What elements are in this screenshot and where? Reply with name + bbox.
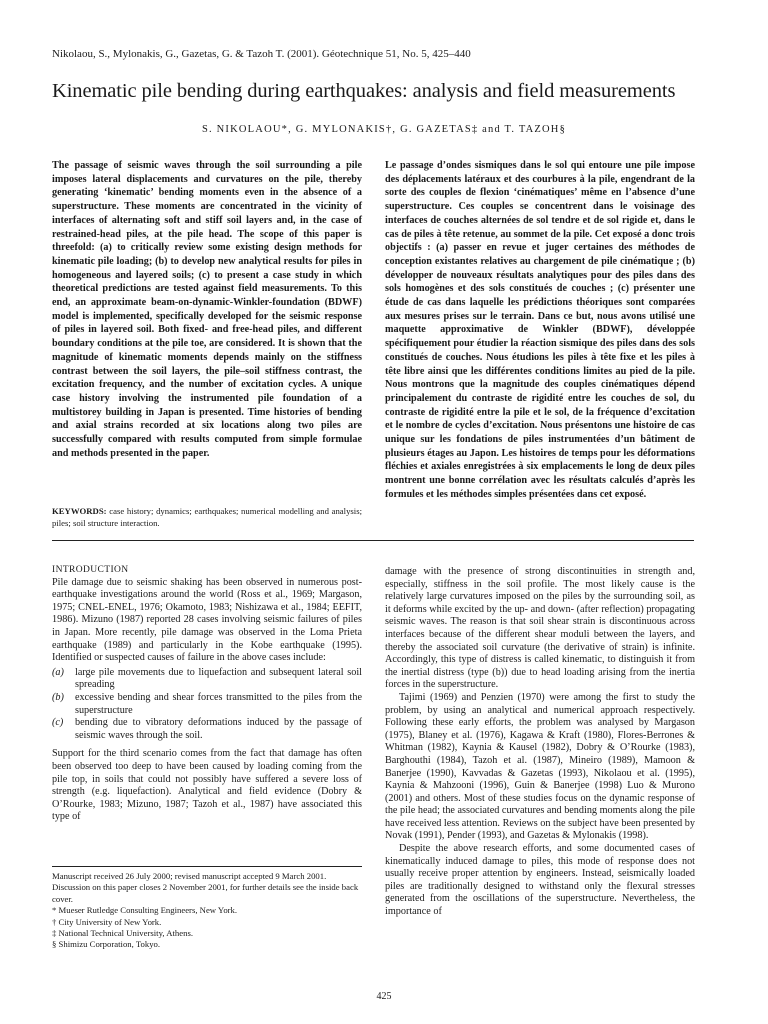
- list-marker: (b): [52, 691, 64, 703]
- journal-citation: Nikolaou, S., Mylonakis, G., Gazetas, G. & Tazoh T. (2001). Géotechnique 51, No. 5, 425–440: [52, 48, 471, 60]
- intro-paragraph-5: Despite the above research efforts, and some documented cases of kinematically induced damage to piles, this mode of response does not usually receive proper attention by engineers. Instead, seismically loaded piles are traditionally designed to withstand only the flexural stresses generated from the oscillations of the superstructure. Nevertheless, the importance of: [385, 843, 695, 918]
- list-item-text: bending due to vibratory deformations induced by the passage of seismic waves through the soil.: [75, 717, 362, 741]
- author-list: S. NIKOLAOU*, G. MYLONAKIS†, G. GAZETAS‡ and T. TAZOH§: [201, 124, 567, 135]
- section-heading-introduction: INTRODUCTION: [52, 565, 129, 575]
- footnote-affiliation: † City University of New York.: [52, 916, 162, 927]
- footnote-discussion: Discussion on this paper closes 2 November 2001, for further details see the inside back cover.: [52, 882, 359, 904]
- footnote-affiliation: § Shimizu Corporation, Tokyo.: [52, 939, 161, 950]
- list-item-text: large pile movements due to liquefaction and subsequent lateral soil spreading: [75, 666, 362, 691]
- intro-paragraph-4: Tajimi (1969) and Penzien (1970) were among the first to study the problem, by using an analytical and numerical approach respectively. Following these early efforts, the problem was analysed by Margason (1975), Blaney et al. (1976), Kagawa & Kraft (1980), Flores-Berrones & Whitman (1982), Kaynia & Kausel (1982), Dobry & O’Rourke (1983), Barghouthi (1984), Tazoh et al. (1987), Mineiro (1989), Mamoon & Banerjee (1990), Kavvadas & Gazetas (1993), Nikolaou et al. (1995), Kaynia & Mahzooni (1996), Guin & Banerjee (1998) Luo & Murono (2001) and others. Most of these studies focus on the dynamic response of the pile head; the associated curvatures and bending moments along the pile have received less attention. Reviews on the subject have been presented by Novak (1991), Pender (1993), and Gazetas & Mylonakis (1998).: [385, 691, 695, 842]
- list-marker: (c): [52, 717, 64, 729]
- intro-paragraph-3: damage with the presence of strong discontinuities in strength and, especially, stiffness in the soil profile. The most likely cause is the relatively large curvatures imposed on the piles by the surrounding soil, as it deforms while excited by the up- and down- (after reflection) propagating seismic waves. The reason is that soil shear strain is discontinuous across interfaces because of the different shear moduli between the layers, and thereby the associated soil curvature (the derivative of strain) is infinite. Accordingly, this type of distress is called kinematic, to distinguish it from the inertial distress (type (b)) due to head loading arising from the inertia forces in the superstructure.: [385, 566, 695, 691]
- footnote-affiliation: * Mueser Rutledge Consulting Engineers, New York.: [52, 905, 238, 916]
- footnote-divider: [52, 866, 362, 867]
- body-column-right: [385, 566, 695, 919]
- list-item: [52, 667, 362, 692]
- abstract-french: Le passage d’ondes sismiques dans le sol qui entoure une pile impose des déplacements latéraux et des courbures à la pile, engendrant de la sorte des couples de flexion ‘cinématiques’ même en l’absence d’une superstructure. Ces couples se concentrent dans le voisinage des interfaces de couches alternées de sol tendre et de sol rigide et, dans le cas de piles à tête retenue, au sommet de la pile. Cet exposé a donc trois objectifs : (a) passer en revue et juger certaines des méthodes de conception existantes relatives au chargement de pile cinématique ; (b) développer de nouveaux résultats analytiques pour des piles dans des sols homogènes et des sols constitués de couches ; (c) présenter une étude de cas dans laquelle les prédictions théoriques sont comparées aux mesures prises sur le terrain. Dans ce but, nous avons utilisé une maquette approximative de Winkler (BDWF), développée spécifiquement pour étudier la réaction sismique des piles dans des sols constitués de couches. Nous étudions les piles à tête fixe et les piles à tête libre ainsi que les différentes conditions limites au pied de la pile. Nous montrons que la magnitude des couples cinématiques dépend principalement du contraste de rigidité entre les couches de sol, du contraste de rigidité entre la pile et le sol, de la fréquence d’excitation et le nombre de cycles d’excitation. Nous présentons une histoire de cas unique sur les fondations de piles instrumentées d’un bâtiment de plusieurs étages au Japon. Les histoires de temps pour les déformations fléchies et axiales enregistrées à six emplacements le long de deux piles montrent une bonne corrélation avec les résultats calculés d’après les formules et les méthodes simples présentées dans cet exposé.: [385, 160, 695, 500]
- list-marker: (a): [52, 666, 64, 678]
- page-number: 425: [376, 991, 392, 1002]
- paper-title: Kinematic pile bending during earthquakes: analysis and field measurements: [52, 80, 676, 102]
- footnote-affiliation: ‡ National Technical University, Athens.: [52, 928, 194, 939]
- intro-paragraph-1: Pile damage due to seismic shaking has been observed in numerous post-earthquake investigations around the world (Ross et al., 1969; Margason, 1975; CNEL-ENEL, 1976; Okamoto, 1983; Nishizawa et al., 1984; EEFIT, 1986). Mizuno (1987) reported 28 cases involving seismic failures of piles in Japan. More recently, pile damage was observed in the Loma Prieta earthquake (1989) and particularly in the Kobe earthquake (1995). Identified or suspected causes of failure in the above cases include:: [52, 576, 362, 664]
- keywords-text: case history; dynamics; earthquakes; numerical modelling and analysis; piles; soil structure interaction.: [52, 506, 363, 528]
- keywords: [52, 505, 362, 529]
- abstract-english: The passage of seismic waves through the soil surrounding a pile imposes lateral displacements and curvatures on the pile, thereby generating ‘kinematic’ bending moments even in the absence of a superstructure. These moments are concentrated in the vicinity of interfaces of alternating soft and stiff soil layers and, in the case of restrained-head piles, at the pile head. The scope of this paper is threefold: (a) to critically review some existing design methods for kinematic pile loading; (b) to develop new analytical results for piles in homogeneous and layered soils; (c) to present a case study in which theoretical predictions are tested against field measurements. To this end, an approximate beam-on-dynamic-Winkler-foundation (BDWF) model is implemented, specifically developed for the seismic response of piles in layered soil. Both fixed- and free-head piles, and different boundary conditions at the pile toe, are considered. It is shown that the magnitude of kinematic moments depends mainly on the stiffness contrast between the soil layers, the pile–soil stiffness contrast, the excitation frequency, and the number of excitation cycles. A unique case history involving the instrumented pile foundation of a multistorey building in Japan is presented. Time histories of bending and axial strains recorded at six locations along two piles are successfully compared with results computed from simple formulae and methods presented in the paper.: [52, 160, 362, 459]
- keywords-label: KEYWORDS:: [52, 506, 107, 516]
- intro-paragraph-2: Support for the third scenario comes from the fact that damage has often been observed too deep to have been caused by loading coming from the pile top, in soils that could not possibly have suffered a severe loss of strength (e.g. liquefaction). Analytical and field evidence (Dobry & O’Rourke, 1983; Mizuno, 1987; Tazoh et al., 1987) have associated this type of: [52, 748, 362, 823]
- section-divider: [52, 540, 694, 541]
- body-column-left: [52, 564, 362, 824]
- footnote-manuscript: Manuscript received 26 July 2000; revised manuscript accepted 9 March 2001.: [52, 871, 327, 881]
- list-item-text: excessive bending and shear forces transmitted to the piles from the superstructure: [75, 691, 362, 716]
- list-item: [52, 692, 362, 717]
- footnotes: [52, 866, 362, 951]
- failure-cases-list: [52, 667, 362, 743]
- list-item: [52, 717, 362, 742]
